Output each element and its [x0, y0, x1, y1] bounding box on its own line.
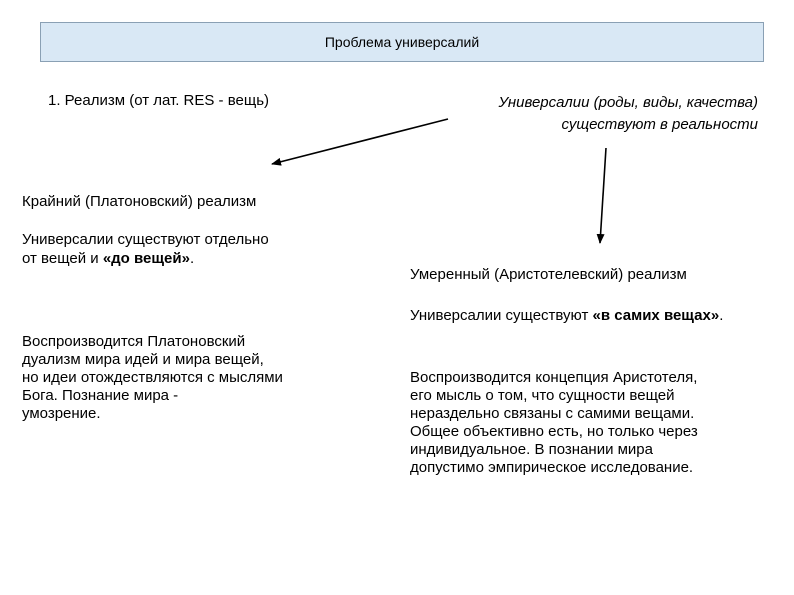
- extreme-desc-bold: «до вещей»: [102, 250, 190, 267]
- plato-line: умозрение.: [22, 405, 101, 422]
- moderate-desc-suffix: .: [719, 307, 724, 324]
- aristotle-line: Воспроизводится концепция Аристотеля,: [410, 369, 698, 386]
- aristotle-text: [410, 369, 698, 477]
- plato-line: Бога. Познание мира -: [22, 387, 179, 404]
- plato-text: [22, 333, 283, 423]
- moderate-desc-prefix: Универсалии существуют: [410, 307, 593, 324]
- plato-line: дуализм мира идей и мира вещей,: [22, 351, 264, 368]
- aristotle-line: нераздельно связаны с самими вещами.: [410, 405, 695, 422]
- plato-line: но идеи отождествляются с мыслями: [22, 369, 283, 386]
- realism-heading: 1. Реализм (от лат. RES - вещь): [48, 92, 270, 109]
- arrow-to-extreme: [272, 119, 448, 164]
- moderate-desc-bold: «в самих вещах»: [592, 307, 720, 324]
- universals-line-1: Универсалии (роды, виды, качества): [498, 94, 758, 111]
- moderate-realism-heading: Умеренный (Аристотелевский) реализм: [410, 266, 687, 283]
- extreme-realism-heading: Крайний (Платоновский) реализм: [22, 193, 257, 210]
- extreme-desc-prefix: от вещей и: [22, 250, 103, 267]
- extreme-desc-line-1: Универсалии существуют отдельно: [22, 231, 269, 248]
- universals-line-2: существуют в реальности: [561, 116, 758, 133]
- aristotle-line: допустимо эмпирическое исследование.: [410, 459, 694, 476]
- extreme-desc-suffix: .: [189, 250, 195, 267]
- moderate-realism-description: [410, 307, 723, 324]
- extreme-realism-description: [22, 230, 269, 268]
- arrow-to-moderate: [600, 148, 606, 243]
- aristotle-line: индивидуальное. В познании мира: [410, 441, 653, 458]
- page-title: Проблема универсалий: [324, 34, 480, 50]
- plato-line: Воспроизводится Платоновский: [22, 333, 246, 350]
- aristotle-line: Общее объективно есть, но только через: [410, 423, 698, 440]
- aristotle-line: его мысль о том, что сущности вещей: [410, 387, 675, 404]
- extreme-desc-line-2: [22, 249, 269, 268]
